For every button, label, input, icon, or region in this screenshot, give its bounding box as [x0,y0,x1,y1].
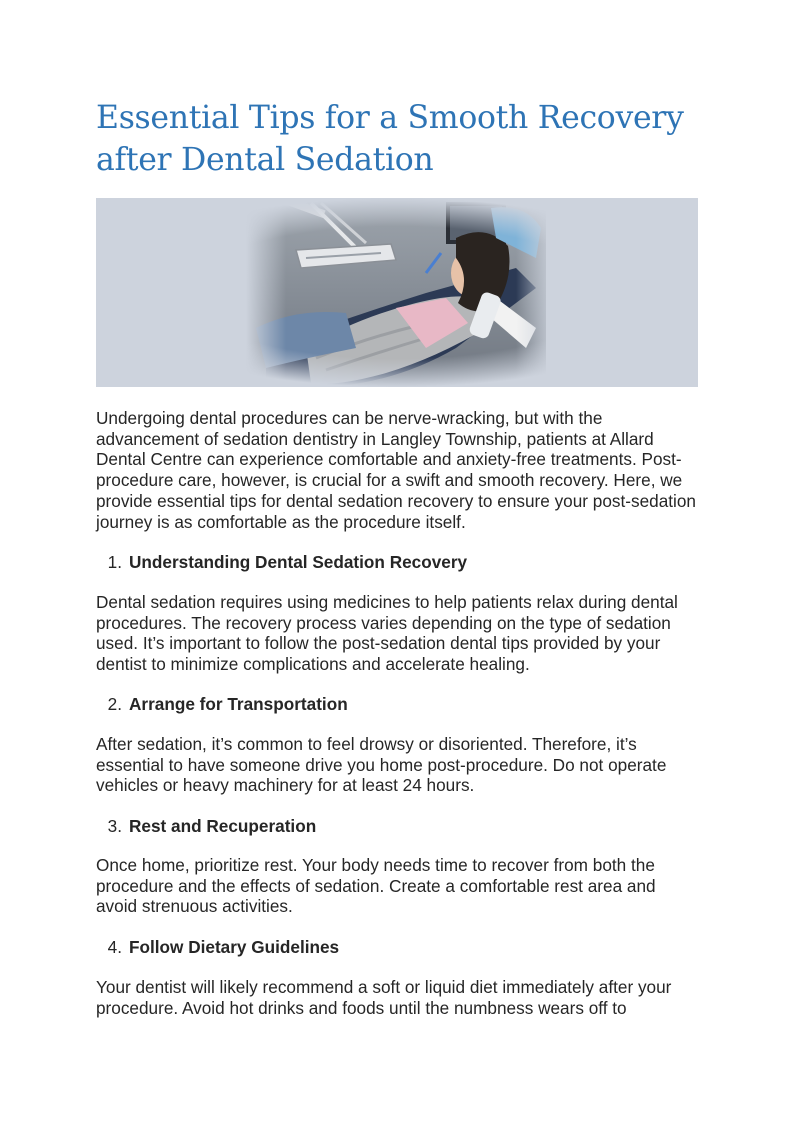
section-heading-4 [96,937,700,958]
intro-paragraph: Undergoing dental procedures can be nerve-wracking, but with the advancement of sedation dentistry in Langley Township, patients at Allard Dental Centre can experience comfortable and anxiety-free treatments. Post-procedure care, however, is crucial for a swift and smooth recovery. Here, we provide essential tips for dental sedation recovery to ensure your post-sedation journey is as comfortable as the procedure itself. [96,408,696,532]
list-number: 4. [107,937,122,957]
dental-patient-photo [96,198,698,387]
list-number: 1. [107,552,122,572]
section-heading-text: Follow Dietary Guidelines [129,937,340,957]
section-heading-3 [96,816,700,837]
section-heading-1 [96,552,700,573]
page-title: Essential Tips for a Smooth Recovery after Dental Sedation [96,100,684,178]
section-body-2: After sedation, it’s common to feel drowsy or disoriented. Therefore, it’s essential to have someone drive you home post-procedure. Do not operate vehicles or heavy machinery for at least 24 hours. [96,734,667,796]
section-heading-text: Arrange for Transportation [129,694,348,714]
section-heading-text: Understanding Dental Sedation Recovery [129,552,468,572]
hero-image [96,198,698,387]
section-heading-text: Rest and Recuperation [129,816,317,836]
list-number: 3. [107,816,122,836]
section-body-1: Dental sedation requires using medicines to help patients relax during dental procedures. The recovery process varies depending on the type of sedation used. It’s important to follow the post-sedation dental tips provided by your dentist to minimize complications and accelerate healing. [96,592,678,675]
section-heading-2 [96,694,700,715]
section-body-3: Once home, prioritize rest. Your body needs time to recover from both the procedure and the effects of sedation. Create a comfortable rest area and avoid strenuous activities. [96,855,656,917]
section-body-4: Your dentist will likely recommend a soft or liquid diet immediately after your procedure. Avoid hot drinks and foods until the numbness wears off to [96,977,672,1018]
list-number: 2. [107,694,122,714]
